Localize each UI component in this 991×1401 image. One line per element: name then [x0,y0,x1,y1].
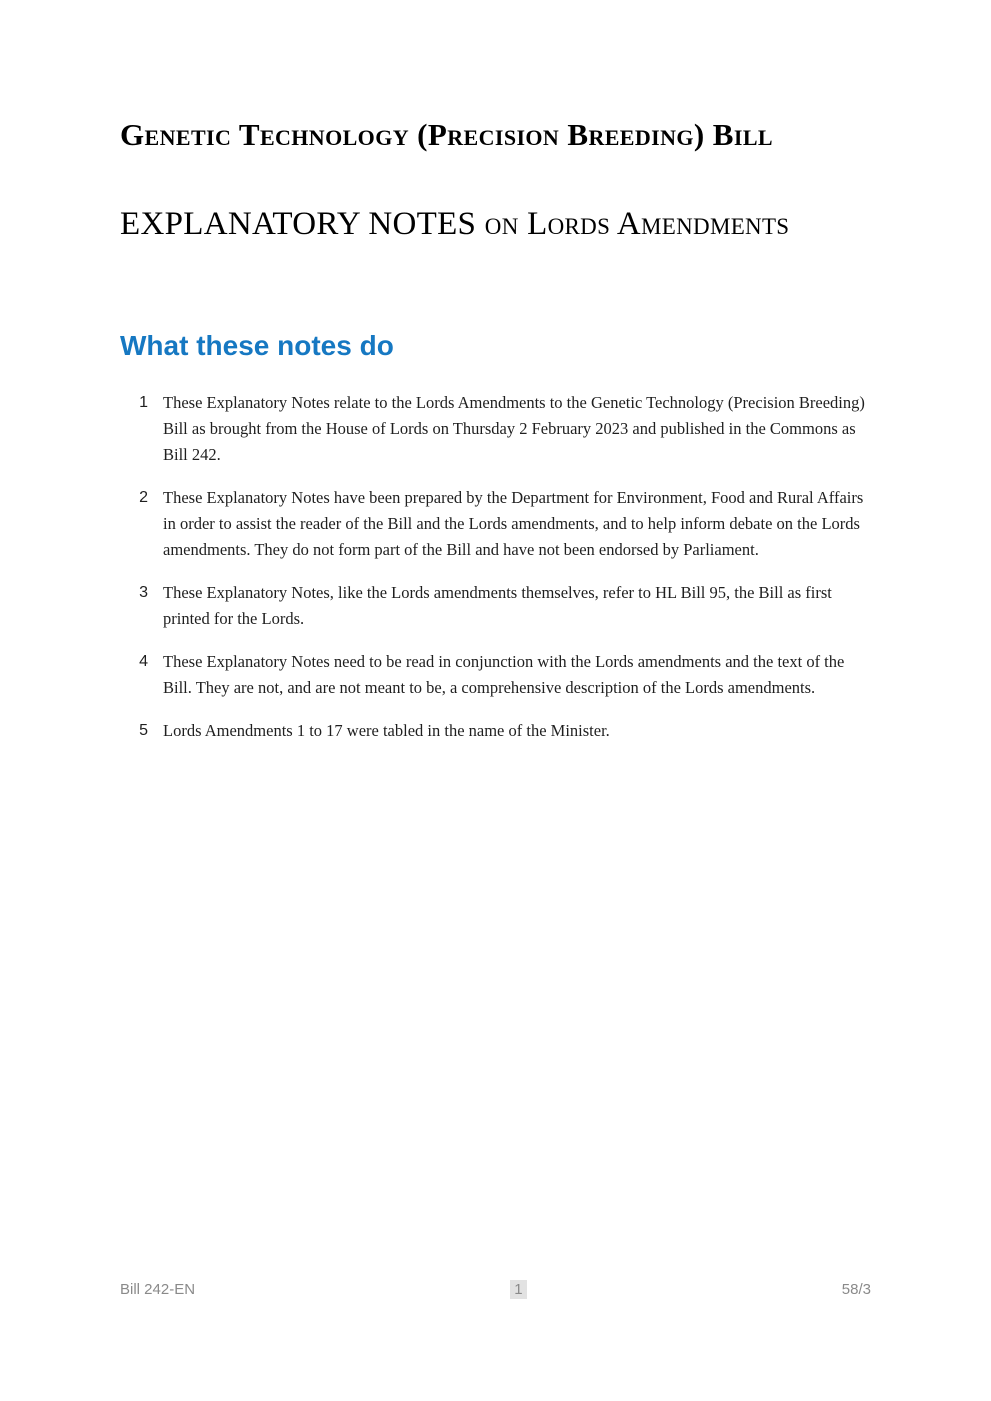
paragraph-text: These Explanatory Notes relate to the Lords Amendments to the Genetic Technology (Precision Breeding) Bill as brought from the House of Lords on Thursday 2 February 2023 and published in the Commons as Bill 242. [163,392,865,464]
footer-page-number: 1 [510,1280,526,1299]
subtitle-caps-part: EXPLANATORY NOTES [120,206,477,243]
paragraph-item [120,390,871,468]
document-title: Genetic Technology (Precision Breeding) Bill [120,117,773,152]
footer-serial-number: 58/3 [841,1281,871,1298]
section-heading: What these notes do [120,330,394,362]
page-footer [120,1280,871,1299]
paragraph-item [120,649,871,701]
paragraph-text: These Explanatory Notes have been prepared by the Department for Environment, Food and Rural Affairs in order to assist the reader of the Bill and the Lords amendments, and to help inform debate on the Lords amendments. They do not form part of the Bill and have not been endorsed by Parliament. [163,487,864,559]
footer-bill-reference: Bill 242-EN [120,1281,196,1298]
paragraph-text: These Explanatory Notes need to be read in conjunction with the Lords amendments and the text of the Bill. They are not, and are not meant to be, a comprehensive description of the Lords amendments. [163,651,845,697]
paragraph-text: Lords Amendments 1 to 17 were tabled in the name of the Minister. [163,720,610,740]
paragraph-item [120,718,871,744]
paragraph-item [120,580,871,632]
paragraph-number: 3 [139,583,148,601]
paragraph-item [120,485,871,563]
document-subtitle [120,196,871,253]
paragraph-number: 1 [139,393,148,411]
paragraph-number: 5 [139,721,148,739]
paragraph-number: 4 [139,652,148,670]
paragraph-text: These Explanatory Notes, like the Lords amendments themselves, refer to HL Bill 95, the Bill as first printed for the Lords. [163,582,832,628]
subtitle-smallcaps-part: on Lords Amendments [484,206,790,243]
paragraph-number: 2 [139,488,148,506]
